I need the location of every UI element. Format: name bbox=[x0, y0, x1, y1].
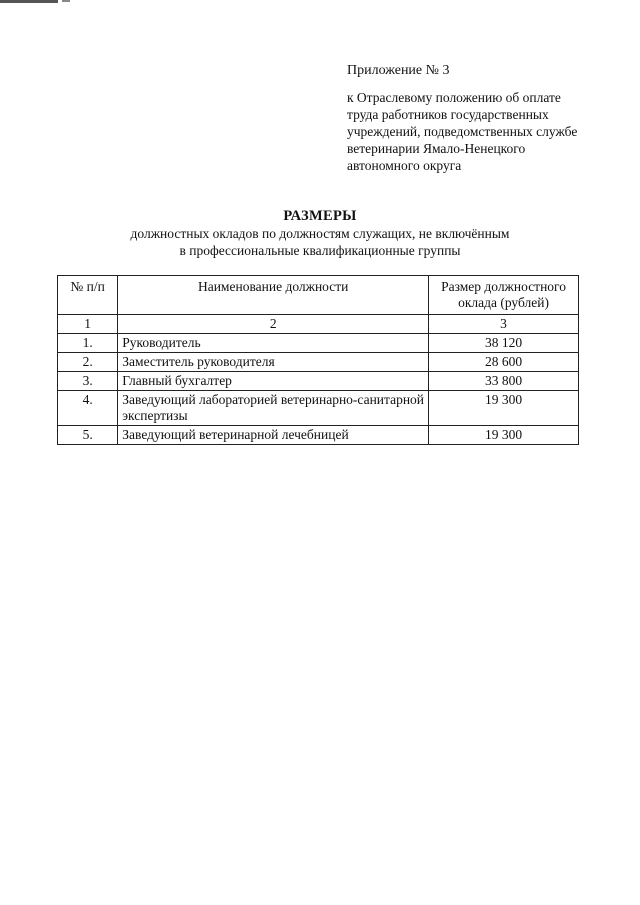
table-header-row bbox=[58, 276, 579, 315]
table-row bbox=[58, 334, 579, 353]
row-number: 3. bbox=[58, 372, 118, 391]
table-row bbox=[58, 391, 579, 426]
table-row bbox=[58, 372, 579, 391]
column-index-cell: 3 bbox=[429, 315, 579, 334]
row-salary: 38 120 bbox=[429, 334, 579, 353]
row-number: 1. bbox=[58, 334, 118, 353]
row-salary: 19 300 bbox=[429, 426, 579, 445]
row-salary: 19 300 bbox=[429, 391, 579, 426]
row-number: 5. bbox=[58, 426, 118, 445]
row-position: Руководитель bbox=[118, 334, 429, 353]
column-index-cell: 2 bbox=[118, 315, 429, 334]
table-row bbox=[58, 353, 579, 372]
row-position: Заведующий лабораторией ветеринарно-санитарной экспертизы bbox=[118, 391, 429, 426]
header-salary: Размер должностного оклада (рублей) bbox=[429, 276, 579, 315]
row-number: 2. bbox=[58, 353, 118, 372]
document-heading: РАЗМЕРЫ bbox=[283, 208, 357, 224]
salary-table bbox=[57, 275, 579, 445]
appendix-reference: к Отраслевому положению об оплате труда работников государственных учреждений, подведомственных службе ветеринарии Ямало-Ненецкого автономного округа bbox=[347, 90, 578, 173]
row-position: Заведующий ветеринарной лечебницей bbox=[118, 426, 429, 445]
table-row bbox=[58, 426, 579, 445]
document-title-block bbox=[0, 207, 640, 259]
header-position: Наименование должности bbox=[118, 276, 429, 315]
scan-mark bbox=[0, 0, 58, 3]
row-salary: 28 600 bbox=[429, 353, 579, 372]
appendix-block bbox=[347, 62, 617, 174]
scan-mark-tail bbox=[62, 0, 70, 2]
document-subheading: должностных окладов по должностям служащих, не включённым в профессиональные квалификационные группы bbox=[130, 226, 510, 258]
row-number: 4. bbox=[58, 391, 118, 426]
header-number: № п/п bbox=[58, 276, 118, 315]
row-position: Заместитель руководителя bbox=[118, 353, 429, 372]
column-index-cell: 1 bbox=[58, 315, 118, 334]
column-index-row bbox=[58, 315, 579, 334]
row-position: Главный бухгалтер bbox=[118, 372, 429, 391]
appendix-title: Приложение № 3 bbox=[347, 63, 450, 78]
row-salary: 33 800 bbox=[429, 372, 579, 391]
